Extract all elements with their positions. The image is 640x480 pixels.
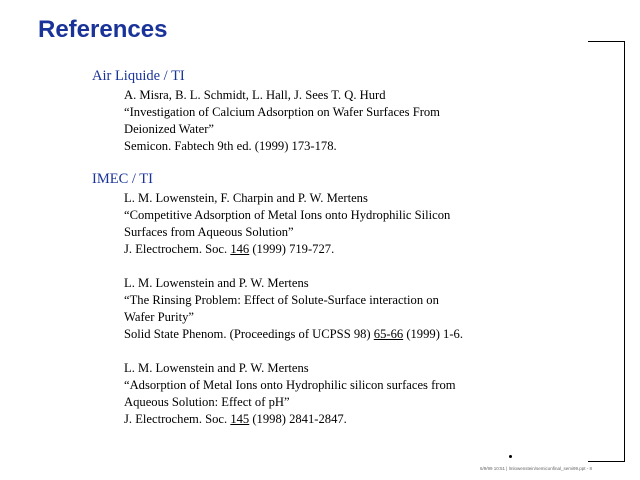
bullet-dot — [509, 455, 512, 458]
reference-title-line: “Adsorption of Metal Ions onto Hydrophilic silicon surfaces from — [124, 378, 456, 392]
reference-group-air-liquide — [92, 68, 572, 155]
reference-source: J. Electrochem. Soc. 146 (1999) 719-727. — [124, 242, 335, 256]
slide-frame-bracket — [588, 41, 625, 462]
reference-volume: 145 — [230, 412, 250, 426]
reference-entry — [124, 190, 572, 258]
reference-title-line: Surfaces from Aqueous Solution” — [124, 225, 294, 239]
reference-entry — [124, 87, 572, 155]
reference-source: Semicon. Fabtech 9th ed. (1999) 173-178. — [124, 139, 337, 153]
reference-title-line: “The Rinsing Problem: Effect of Solute-Surface interaction on — [124, 293, 439, 307]
reference-title-line: Aqueous Solution: Effect of pH” — [124, 395, 290, 409]
reference-authors: L. M. Lowenstein, F. Charpin and P. W. Mertens — [124, 191, 368, 205]
reference-volume: 65-66 — [373, 327, 404, 341]
references-list — [92, 68, 572, 444]
page-title: References — [38, 16, 168, 43]
reference-entry — [124, 360, 572, 428]
reference-source: Solid State Phenom. (Proceedings of UCPSS 98) 65-66 (1999) 1-6. — [124, 327, 463, 341]
reference-authors: L. M. Lowenstein and P. W. Mertens — [124, 361, 309, 375]
reference-title-line: “Investigation of Calcium Adsorption on Wafer Surfaces From — [124, 105, 440, 119]
reference-authors: A. Misra, B. L. Schmidt, L. Hall, J. Sees T. Q. Hurd — [124, 88, 386, 102]
reference-title-line: Deionized Water” — [124, 122, 215, 136]
reference-authors: L. M. Lowenstein and P. W. Mertens — [124, 276, 309, 290]
reference-title-line: Wafer Purity” — [124, 310, 194, 324]
group-title: Air Liquide / TI — [92, 68, 185, 84]
reference-volume: 146 — [230, 242, 250, 256]
group-title: IMEC / TI — [92, 171, 153, 187]
reference-group-imec — [92, 171, 572, 428]
reference-entry — [124, 275, 572, 343]
reference-source: J. Electrochem. Soc. 145 (1998) 2841-2847. — [124, 412, 347, 426]
reference-title-line: “Competitive Adsorption of Metal Ions onto Hydrophilic Silicon — [124, 208, 451, 222]
slide-footer: 6/9/99 10:51 | lmlowenstein/semiconfinal_semi99.ppt - 8 — [480, 466, 592, 471]
